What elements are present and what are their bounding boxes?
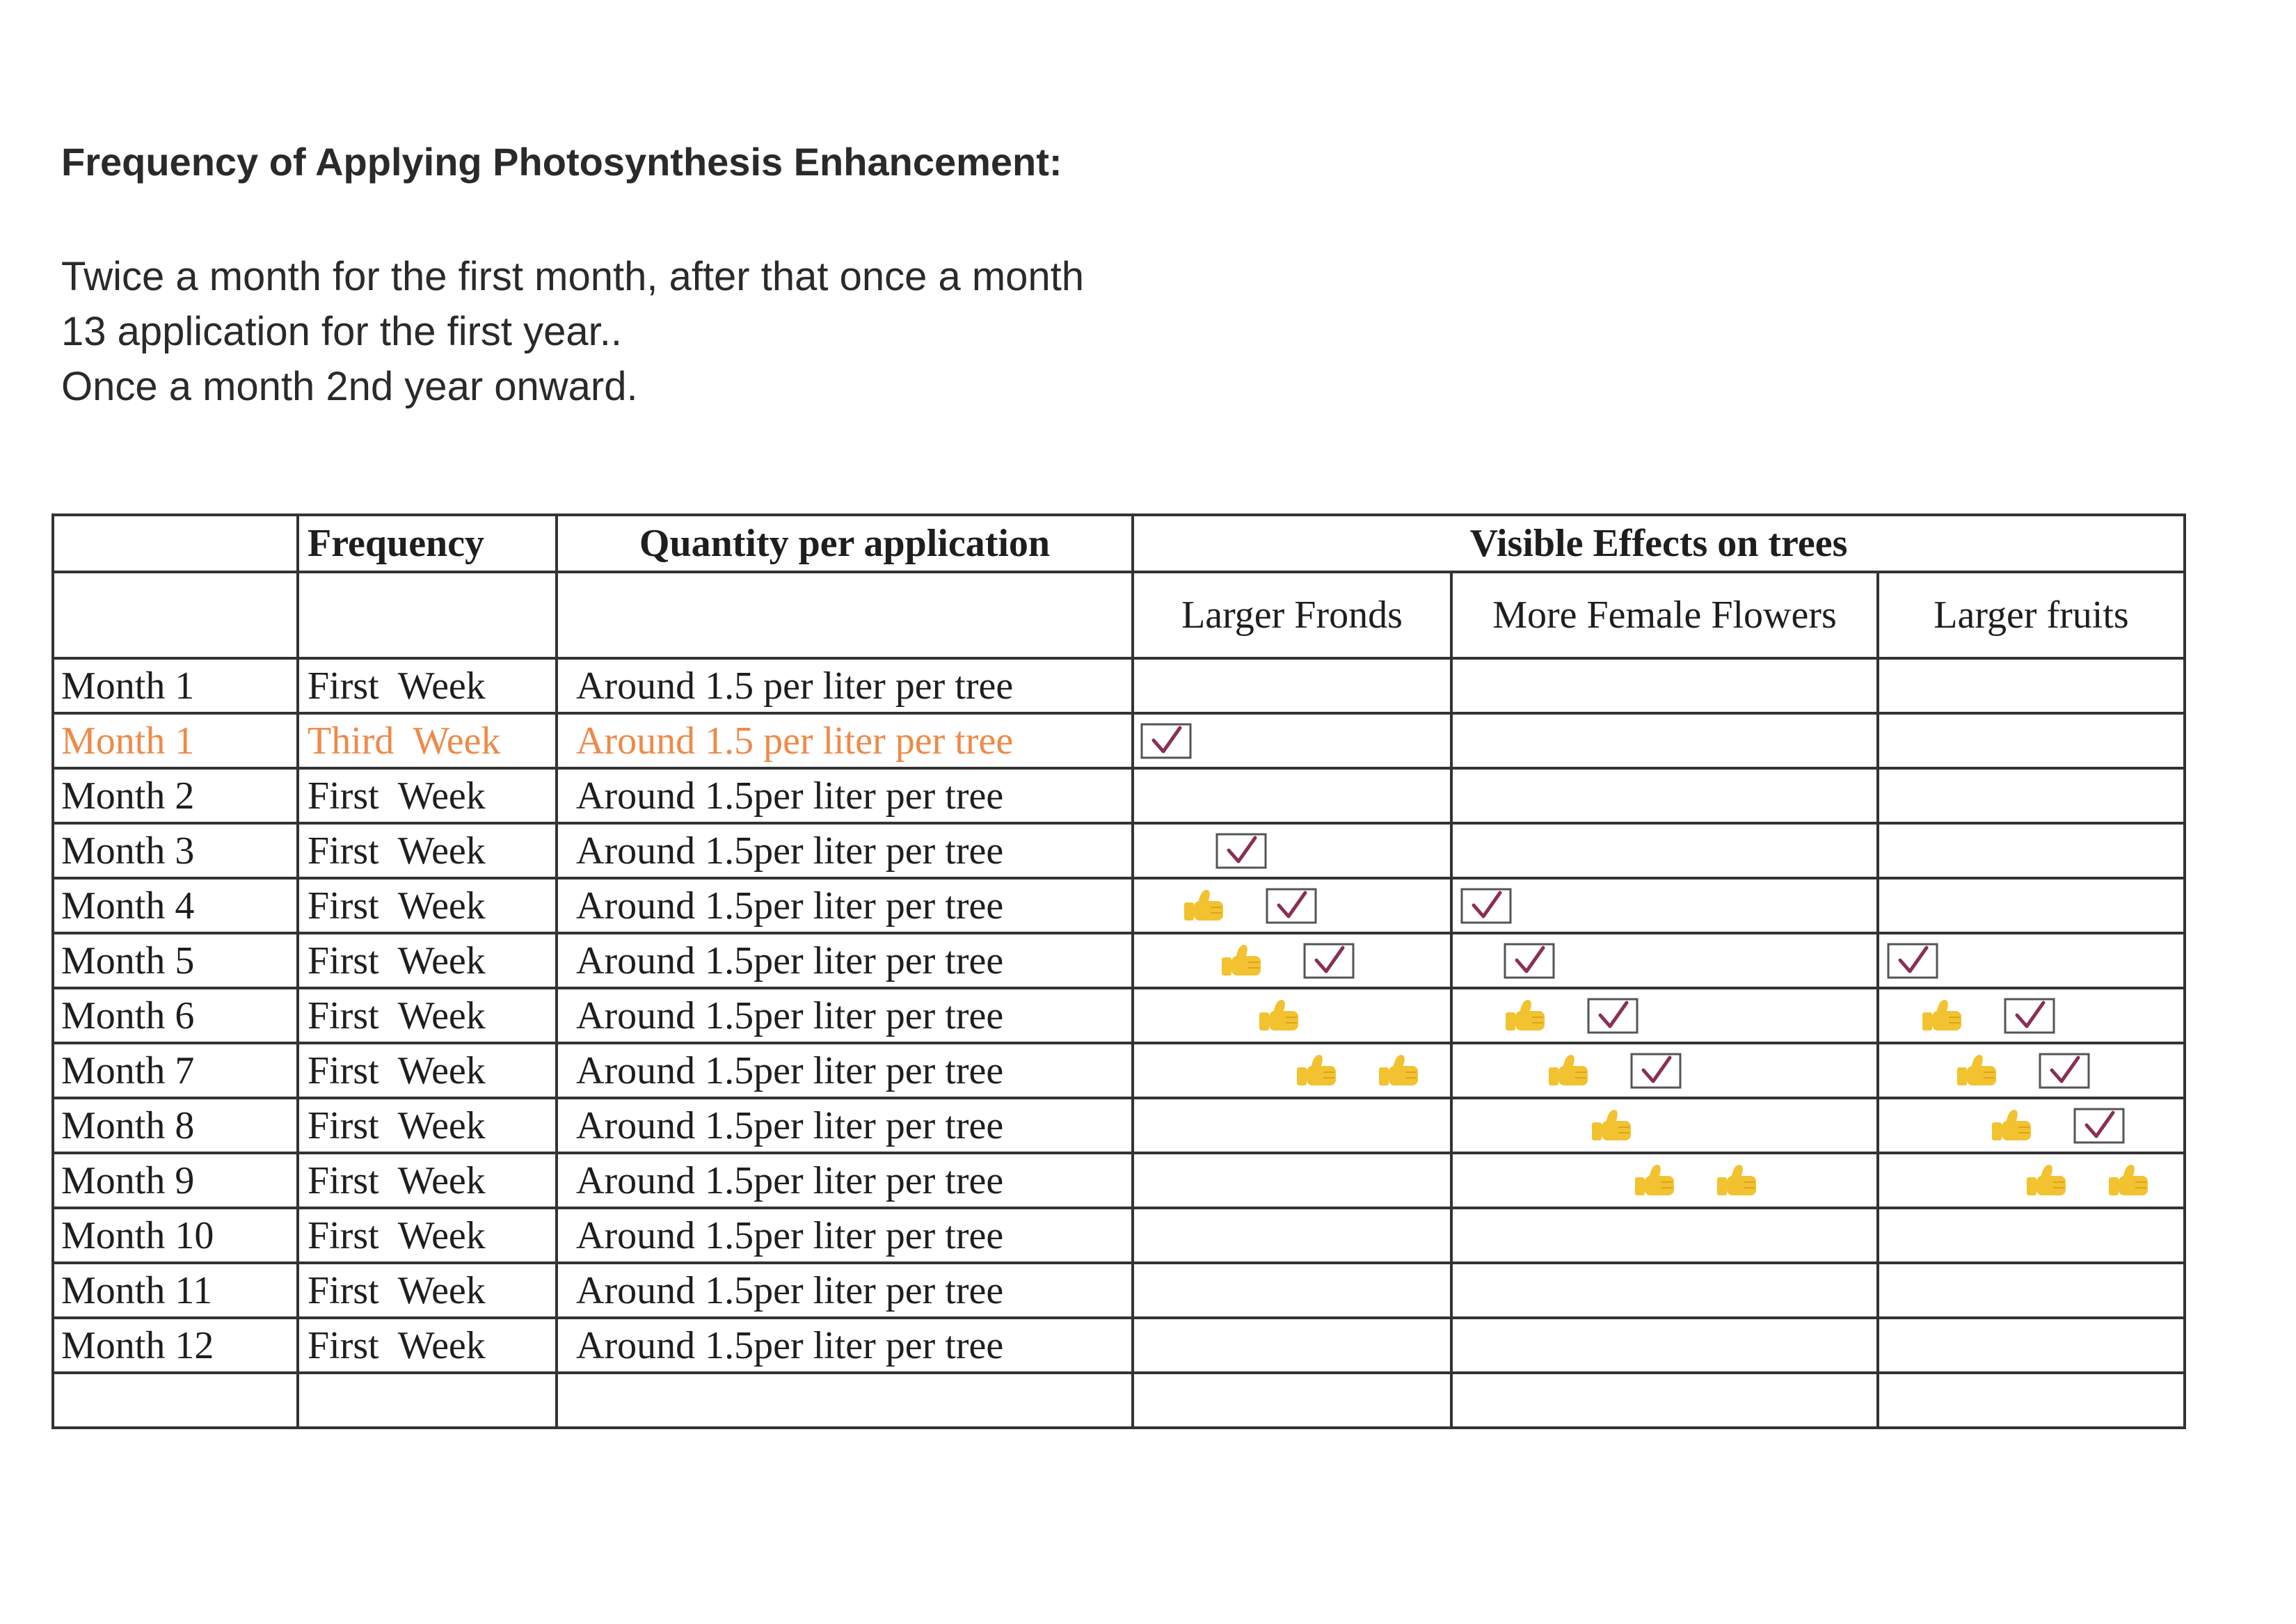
row-month: Month 9 <box>53 1153 298 1208</box>
table-row <box>53 1208 2185 1263</box>
row-frequency: First Week <box>298 878 557 933</box>
thumbs-up-icon <box>2107 1163 2151 1198</box>
header-quantity: Quantity per application <box>557 515 1133 572</box>
effect-cell <box>1878 768 2185 823</box>
row-frequency: First Week <box>298 1318 557 1373</box>
effect-cell <box>1133 1208 1451 1263</box>
checkbox-check-icon <box>1460 887 1513 925</box>
effect-cell <box>1133 1043 1451 1098</box>
table-row <box>53 1263 2185 1318</box>
thumbs-up-icon <box>1956 1053 1999 1088</box>
table-row <box>53 1098 2185 1153</box>
checkbox-check-icon <box>1503 942 1556 980</box>
header-visible-effects: Visible Effects on trees <box>1133 515 2185 572</box>
thumbs-up-icon <box>1991 1108 2034 1143</box>
checkbox-check-icon <box>2073 1107 2126 1145</box>
effect-cell <box>1451 933 1878 988</box>
intro-line-2: 13 application for the first year.. <box>61 309 622 354</box>
effect-cell <box>1878 1263 2185 1318</box>
subheader-row <box>53 572 2185 658</box>
row-frequency: First Week <box>298 1153 557 1208</box>
row-month: Month 5 <box>53 933 298 988</box>
effect-cell <box>1451 1153 1878 1208</box>
effect-cell <box>1133 933 1451 988</box>
effect-cell <box>1878 658 2185 713</box>
thumbs-up-icon <box>1258 998 1301 1033</box>
row-month: Month 6 <box>53 988 298 1043</box>
row-quantity: Around 1.5per liter per tree <box>557 878 1133 933</box>
row-frequency: First Week <box>298 1043 557 1098</box>
thumbs-up-icon <box>1296 1053 1339 1088</box>
table-row <box>53 878 2185 933</box>
thumbs-up-icon <box>1591 1108 1634 1143</box>
row-month: Month 3 <box>53 823 298 878</box>
effect-cell <box>1878 1098 2185 1153</box>
effect-cell <box>1451 1043 1878 1098</box>
row-frequency: First Week <box>298 988 557 1043</box>
effect-cell <box>1451 1098 1878 1153</box>
effect-cell <box>1451 768 1878 823</box>
row-month: Month 4 <box>53 878 298 933</box>
effect-cell <box>1133 1318 1451 1373</box>
thumbs-up-icon <box>1504 998 1547 1033</box>
subheader-empty <box>53 572 298 658</box>
thumbs-up-icon <box>2025 1163 2068 1198</box>
row-frequency: First Week <box>298 1208 557 1263</box>
row-quantity: Around 1.5per liter per tree <box>557 933 1133 988</box>
effect-cell <box>1451 713 1878 768</box>
effect-cell <box>1878 933 2185 988</box>
row-quantity: Around 1.5 per liter per tree <box>557 658 1133 713</box>
checkbox-check-icon <box>2003 997 2056 1035</box>
effect-cell <box>1451 988 1878 1043</box>
row-month: Month 12 <box>53 1318 298 1373</box>
table-row <box>53 1043 2185 1098</box>
table-row <box>53 1153 2185 1208</box>
effect-cell <box>1451 658 1878 713</box>
checkbox-check-icon <box>1215 832 1268 870</box>
intro-line-1: Twice a month for the first month, after that once a month <box>61 254 1085 299</box>
row-frequency: First Week <box>298 823 557 878</box>
table-row <box>53 933 2185 988</box>
row-frequency: First Week <box>298 658 557 713</box>
table-row <box>53 658 2185 713</box>
row-quantity: Around 1.5 per liter per tree <box>557 713 1133 768</box>
row-month: Month 7 <box>53 1043 298 1098</box>
effect-cell <box>1878 988 2185 1043</box>
empty-cell <box>1878 1373 2185 1428</box>
table-row-empty <box>53 1373 2185 1428</box>
effect-cell <box>1878 1153 2185 1208</box>
effect-cell <box>1133 713 1451 768</box>
row-month: Month 1 <box>53 713 298 768</box>
effect-cell <box>1133 1098 1451 1153</box>
row-frequency: First Week <box>298 1263 557 1318</box>
effect-cell <box>1133 768 1451 823</box>
row-month: Month 1 <box>53 658 298 713</box>
checkbox-check-icon <box>1886 942 1939 980</box>
effect-cell <box>1133 823 1451 878</box>
effect-cell <box>1133 1153 1451 1208</box>
header-row <box>53 515 2185 572</box>
empty-cell <box>1451 1373 1878 1428</box>
checkbox-check-icon <box>1302 942 1355 980</box>
row-month: Month 11 <box>53 1263 298 1318</box>
thumbs-up-icon <box>1220 944 1263 978</box>
effect-cell <box>1451 1318 1878 1373</box>
thumbs-up-icon <box>1547 1053 1591 1088</box>
empty-cell <box>298 1373 557 1428</box>
row-quantity: Around 1.5per liter per tree <box>557 1263 1133 1318</box>
effect-cell <box>1878 1043 2185 1098</box>
thumbs-up-icon <box>1634 1163 1677 1198</box>
thumbs-up-icon <box>1378 1053 1421 1088</box>
page-heading: Frequency of Applying Photosynthesis Enhancement: <box>61 140 1062 184</box>
thumbs-up-icon <box>1183 889 1226 923</box>
row-quantity: Around 1.5per liter per tree <box>557 768 1133 823</box>
row-quantity: Around 1.5per liter per tree <box>557 1318 1133 1373</box>
application-schedule-table <box>51 514 2186 1429</box>
effect-cell <box>1878 1318 2185 1373</box>
empty-cell <box>1133 1373 1451 1428</box>
effect-cell <box>1133 658 1451 713</box>
effect-cell <box>1133 1263 1451 1318</box>
row-quantity: Around 1.5per liter per tree <box>557 1098 1133 1153</box>
effect-cell <box>1451 878 1878 933</box>
row-quantity: Around 1.5per liter per tree <box>557 1153 1133 1208</box>
intro-line-3: Once a month 2nd year onward. <box>61 364 638 409</box>
table-row <box>53 823 2185 878</box>
row-quantity: Around 1.5per liter per tree <box>557 1043 1133 1098</box>
effect-cell <box>1133 988 1451 1043</box>
empty-cell <box>53 1373 298 1428</box>
subheader-more-female-flowers: More Female Flowers <box>1451 572 1878 658</box>
row-quantity: Around 1.5per liter per tree <box>557 988 1133 1043</box>
checkbox-check-icon <box>1629 1052 1682 1090</box>
table-row <box>53 988 2185 1043</box>
row-month: Month 10 <box>53 1208 298 1263</box>
checkbox-check-icon <box>1265 887 1318 925</box>
effect-cell <box>1878 1208 2185 1263</box>
effect-cell <box>1878 713 2185 768</box>
thumbs-up-icon <box>1716 1163 1759 1198</box>
effect-cell <box>1133 878 1451 933</box>
row-frequency: Third Week <box>298 713 557 768</box>
subheader-larger-fronds: Larger Fronds <box>1133 572 1451 658</box>
intro-text <box>61 249 1084 414</box>
checkbox-check-icon <box>1586 997 1639 1035</box>
header-frequency: Frequency <box>298 515 557 572</box>
table-row <box>53 768 2185 823</box>
row-month: Month 8 <box>53 1098 298 1153</box>
row-frequency: First Week <box>298 768 557 823</box>
subheader-larger-fruits: Larger fruits <box>1878 572 2185 658</box>
effect-cell <box>1451 823 1878 878</box>
table-row <box>53 1318 2185 1373</box>
effect-cell <box>1451 1263 1878 1318</box>
row-month: Month 2 <box>53 768 298 823</box>
table-row <box>53 713 2185 768</box>
effect-cell <box>1878 823 2185 878</box>
checkbox-check-icon <box>1140 722 1193 760</box>
row-quantity: Around 1.5per liter per tree <box>557 1208 1133 1263</box>
subheader-empty <box>298 572 557 658</box>
row-frequency: First Week <box>298 1098 557 1153</box>
header-month <box>53 515 298 572</box>
subheader-empty <box>557 572 1133 658</box>
effect-cell <box>1878 878 2185 933</box>
row-frequency: First Week <box>298 933 557 988</box>
empty-cell <box>557 1373 1133 1428</box>
checkbox-check-icon <box>2038 1052 2091 1090</box>
thumbs-up-icon <box>1921 998 1964 1033</box>
row-quantity: Around 1.5per liter per tree <box>557 823 1133 878</box>
effect-cell <box>1451 1208 1878 1263</box>
